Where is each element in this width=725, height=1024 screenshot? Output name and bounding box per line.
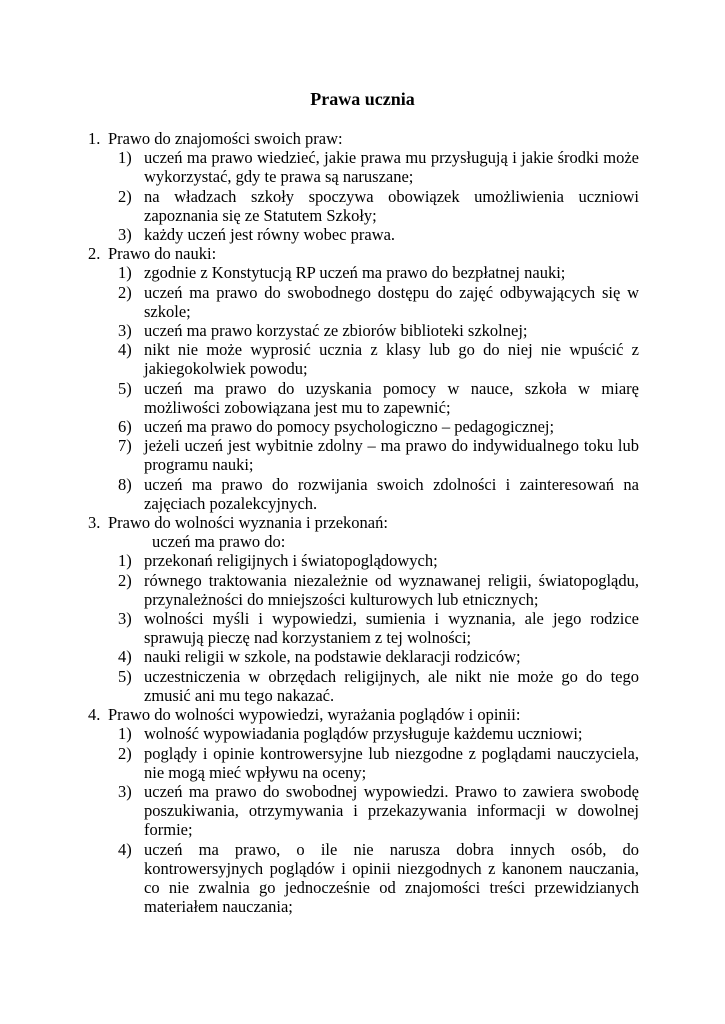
list-item — [88, 647, 639, 666]
item-number: 4) — [118, 839, 132, 859]
section-heading — [88, 129, 639, 148]
item-text: uczeń ma prawo do rozwijania swoich zdolności i zainteresowań na zajęciach pozalekcyjnych. — [144, 474, 639, 513]
item-number: 4) — [118, 340, 132, 360]
section-heading — [88, 513, 639, 532]
list-item — [88, 744, 639, 782]
item-number: 1) — [118, 263, 132, 283]
item-number: 1) — [118, 551, 132, 571]
list-item — [88, 417, 639, 436]
section-title: Prawo do nauki: — [108, 244, 217, 264]
item-number: 3) — [118, 321, 132, 341]
item-text: równego traktowania niezależnie od wyznawanej religii, światopoglądu, przynależności do mniejszości kulturowych lub etnicznych; — [144, 570, 639, 609]
item-number: 4) — [118, 647, 132, 667]
item-number: 5) — [118, 378, 132, 398]
item-text: zgodnie z Konstytucją RP uczeń ma prawo do bezpłatnej nauki; — [144, 263, 566, 283]
section-number: 4. — [88, 705, 101, 725]
list-item — [88, 571, 639, 609]
item-number: 1) — [118, 724, 132, 744]
list-item — [88, 263, 639, 282]
item-number: 8) — [118, 474, 132, 494]
item-number: 1) — [118, 148, 132, 168]
item-number: 3) — [118, 781, 132, 801]
list-item — [88, 724, 639, 743]
item-number: 3) — [118, 609, 132, 629]
list-item — [88, 379, 639, 417]
section-heading — [88, 705, 639, 724]
item-text: uczeń ma prawo do swobodnego dostępu do zajęć odbywających się w szkole; — [144, 282, 639, 321]
item-text: uczeń ma prawo korzystać ze zbiorów biblioteki szkolnej; — [144, 321, 528, 341]
item-number: 6) — [118, 417, 132, 437]
list-item — [88, 187, 639, 225]
list-item — [88, 840, 639, 917]
item-text: nikt nie może wyprosić ucznia z klasy lub go do niej nie wpuścić z jakiegokolwiek powodu; — [144, 340, 639, 379]
list-item — [88, 667, 639, 705]
item-text: każdy uczeń jest równy wobec prawa. — [144, 225, 396, 245]
item-text: przekonań religijnych i światopoglądowych; — [144, 551, 438, 571]
item-number: 2) — [118, 282, 132, 302]
section-number: 2. — [88, 244, 101, 264]
item-text: uczeń ma prawo wiedzieć, jakie prawa mu przysługują i jakie środki może wykorzystać, gdy te prawa są naruszane; — [144, 148, 639, 187]
item-number: 5) — [118, 666, 132, 686]
list-item — [88, 436, 639, 474]
list-item — [88, 340, 639, 378]
section-number: 3. — [88, 513, 101, 533]
item-text: uczestniczenia w obrzędach religijnych, ale nikt nie może go do tego zmusić ani mu tego nakazać. — [144, 666, 639, 705]
section-title: Prawo do wolności wyznania i przekonań: — [108, 513, 388, 533]
section-heading — [88, 244, 639, 263]
item-text: poglądy i opinie kontrowersyjne lub niezgodne z poglądami nauczyciela, nie mogą mieć wpływu na oceny; — [144, 743, 639, 782]
list-item — [88, 148, 639, 186]
list-item — [88, 283, 639, 321]
page-title: Prawa ucznia — [310, 89, 415, 109]
item-number: 3) — [118, 225, 132, 245]
list-item — [88, 321, 639, 340]
item-text: uczeń ma prawo do pomocy psychologiczno – pedagogicznej; — [144, 417, 555, 437]
section-number: 1. — [88, 129, 101, 148]
item-number: 2) — [118, 570, 132, 590]
section-title: Prawo do znajomości swoich praw: — [108, 129, 343, 148]
item-number: 2) — [118, 186, 132, 206]
item-text: uczeń ma prawo, o ile nie narusza dobra innych osób, do kontrowersyjnych poglądów i opinii niezgodnych z kanonem nauczania, co nie zwalnia go jednocześnie od znajomości treści przewidzianych materiałem nauczania; — [144, 839, 639, 917]
item-text: wolność wypowiadania poglądów przysługuje każdemu uczniowi; — [144, 724, 583, 744]
item-text: wolności myśli i wypowiedzi, sumienia i wyznania, ale jego rodzice sprawują pieczę nad korzystaniem z tej wolności; — [144, 609, 639, 648]
item-text: nauki religii w szkole, na podstawie deklaracji rodziców; — [144, 647, 521, 667]
item-text: jeżeli uczeń jest wybitnie zdolny – ma prawo do indywidualnego toku lub programu nauki; — [144, 436, 639, 475]
item-text: na władzach szkoły spoczywa obowiązek umożliwienia uczniowi zapoznania się ze Statutem Szkoły; — [144, 186, 639, 225]
list-item — [88, 782, 639, 840]
list-item — [88, 609, 639, 647]
list-item — [88, 475, 639, 513]
item-number: 7) — [118, 436, 132, 456]
item-text: uczeń ma prawo do swobodnej wypowiedzi. Prawo to zawiera swobodę poszukiwania, otrzymywania i przekazywania informacji w dowolnej formie; — [144, 781, 639, 840]
item-number: 2) — [118, 743, 132, 763]
item-text: uczeń ma prawo do uzyskania pomocy w nauce, szkoła w miarę możliwości zobowiązana jest mu to zapewnić; — [144, 378, 639, 417]
list-item — [88, 225, 639, 244]
section-intro: uczeń ma prawo do: — [152, 532, 286, 552]
section-title: Prawo do wolności wypowiedzi, wyrażania poglądów i opinii: — [108, 705, 521, 725]
document-body — [88, 129, 639, 916]
list-item — [88, 551, 639, 570]
